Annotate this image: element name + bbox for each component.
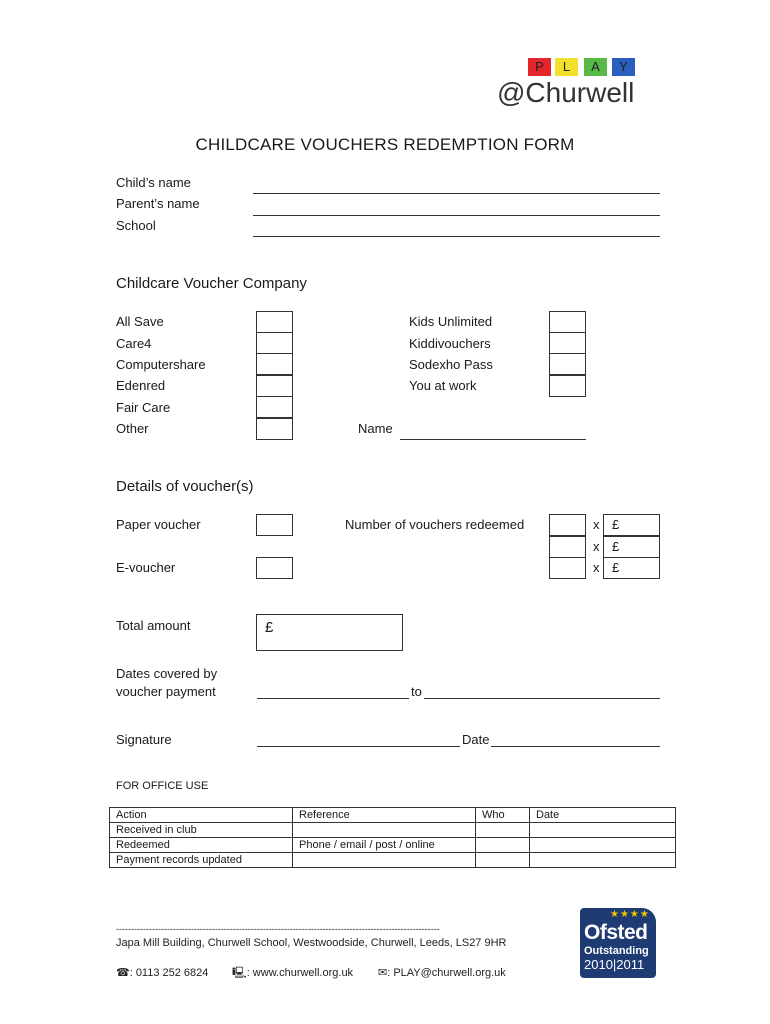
table-row	[110, 823, 676, 838]
details-heading: Details of voucher(s)	[116, 478, 254, 495]
times-sign-2: x	[593, 539, 600, 554]
cell-action: Redeemed	[110, 838, 293, 853]
pound-sign: £	[612, 517, 620, 532]
envelope-icon: ✉	[378, 967, 388, 979]
ofsted-name: Ofsted	[584, 921, 648, 944]
form-title: CHILDCARE VOUCHERS REDEMPTION FORM	[195, 135, 575, 154]
company-option-kiddivouchers: Kiddivouchers	[409, 336, 491, 351]
checkbox-care4[interactable]	[256, 332, 293, 354]
checkbox-computershare[interactable]	[256, 353, 293, 375]
office-use-heading: FOR OFFICE USE	[116, 780, 209, 792]
cell-date[interactable]	[530, 853, 676, 868]
cell-date[interactable]	[530, 823, 676, 838]
footer-email[interactable]	[378, 966, 506, 980]
table-row	[110, 838, 676, 853]
checkbox-other[interactable]	[256, 418, 293, 440]
pound-sign: £	[612, 539, 620, 554]
voucher-count-3[interactable]	[549, 557, 586, 579]
voucher-value-3[interactable]	[603, 557, 660, 579]
voucher-value-2[interactable]	[603, 536, 660, 558]
checkbox-sodexho-pass[interactable]	[549, 353, 586, 375]
logo-letter-a: A	[584, 58, 607, 76]
childs-name-field[interactable]	[253, 193, 660, 194]
cell-who[interactable]	[476, 853, 530, 868]
cell-action: Received in club	[110, 823, 293, 838]
dates-to-label: to	[411, 684, 422, 699]
logo-name: @Churwell	[497, 77, 635, 108]
voucher-value-1[interactable]	[603, 514, 660, 536]
checkbox-kiddivouchers[interactable]	[549, 332, 586, 354]
company-option-computershare: Computershare	[116, 357, 206, 372]
other-name-label: Name	[358, 421, 393, 436]
logo-letter-p: P	[528, 58, 551, 76]
cell-reference[interactable]	[293, 853, 476, 868]
company-option-all-save: All Save	[116, 314, 164, 329]
checkbox-fair-care[interactable]	[256, 396, 293, 418]
footer-web[interactable]	[232, 966, 353, 980]
company-option-fair-care: Fair Care	[116, 400, 171, 415]
ofsted-badge	[580, 908, 656, 978]
email-text: : PLAY@churwell.org.uk	[387, 967, 506, 979]
checkbox-e-voucher[interactable]	[256, 557, 293, 579]
company-heading: Childcare Voucher Company	[116, 275, 307, 292]
stars-icon: ★★★★	[610, 909, 650, 920]
cell-who[interactable]	[476, 838, 530, 853]
company-option-care4: Care4	[116, 336, 152, 351]
company-option-other: Other	[116, 421, 149, 436]
times-sign-1: x	[593, 517, 600, 532]
signature-label: Signature	[116, 732, 172, 747]
voucher-count-2[interactable]	[549, 536, 586, 558]
computer-icon: 🖳	[232, 967, 247, 979]
phone-icon: ☎	[116, 967, 130, 979]
table-header-row	[110, 808, 676, 823]
ofsted-years: 2010|2011	[584, 957, 645, 972]
checkbox-edenred[interactable]	[256, 375, 293, 397]
e-voucher-label: E-voucher	[116, 560, 176, 575]
col-reference: Reference	[293, 808, 476, 823]
date-label: Date	[462, 732, 490, 747]
school-field[interactable]	[253, 236, 660, 237]
company-option-you-at-work: You at work	[409, 378, 477, 393]
dates-covered-field[interactable]	[257, 698, 660, 699]
phone-text: : 0113 252 6824	[129, 967, 209, 979]
total-pound-sign: £	[265, 619, 274, 636]
checkbox-kids-unlimited[interactable]	[549, 311, 586, 333]
logo-letter-y: Y	[612, 58, 635, 76]
parents-name-field[interactable]	[253, 215, 660, 216]
school-label: School	[116, 218, 156, 233]
paper-voucher-label: Paper voucher	[116, 517, 201, 532]
number-of-vouchers-label: Number of vouchers redeemed	[345, 517, 525, 532]
web-text: : www.churwell.org.uk	[246, 967, 354, 979]
checkbox-you-at-work[interactable]	[549, 375, 586, 397]
ofsted-rating: Outstanding	[584, 945, 649, 957]
col-who: Who	[476, 808, 530, 823]
cell-who[interactable]	[476, 823, 530, 838]
cell-reference[interactable]: Phone / email / post / online	[293, 838, 476, 853]
company-option-sodexho-pass: Sodexho Pass	[409, 357, 493, 372]
checkbox-all-save[interactable]	[256, 311, 293, 333]
times-sign-3: x	[593, 560, 600, 575]
signature-field[interactable]	[257, 746, 660, 747]
logo-letter-l: L	[555, 58, 578, 76]
office-use-table	[109, 807, 676, 868]
childs-name-label: Child’s name	[116, 175, 191, 190]
company-option-kids-unlimited: Kids Unlimited	[409, 314, 493, 329]
other-name-field[interactable]	[400, 439, 586, 440]
col-date: Date	[530, 808, 676, 823]
total-amount-field[interactable]	[256, 614, 403, 651]
cell-date[interactable]	[530, 838, 676, 853]
footer-divider: ------------------------------------------------------------------------------------------------------------	[116, 924, 440, 934]
dates-covered-label-1: Dates covered by	[116, 666, 218, 681]
footer-phone	[116, 966, 208, 980]
table-row	[110, 853, 676, 868]
footer-address: Japa Mill Building, Churwell School, Westwoodside, Churwell, Leeds, LS27 9HR	[116, 937, 507, 949]
total-amount-label: Total amount	[116, 618, 191, 633]
cell-reference[interactable]	[293, 823, 476, 838]
parents-name-label: Parent’s name	[116, 196, 200, 211]
voucher-count-1[interactable]	[549, 514, 586, 536]
checkbox-paper-voucher[interactable]	[256, 514, 293, 536]
pound-sign: £	[612, 560, 620, 575]
company-option-edenred: Edenred	[116, 378, 166, 393]
col-action: Action	[110, 808, 293, 823]
cell-action: Payment records updated	[110, 853, 293, 868]
dates-covered-label-2: voucher payment	[116, 684, 216, 699]
